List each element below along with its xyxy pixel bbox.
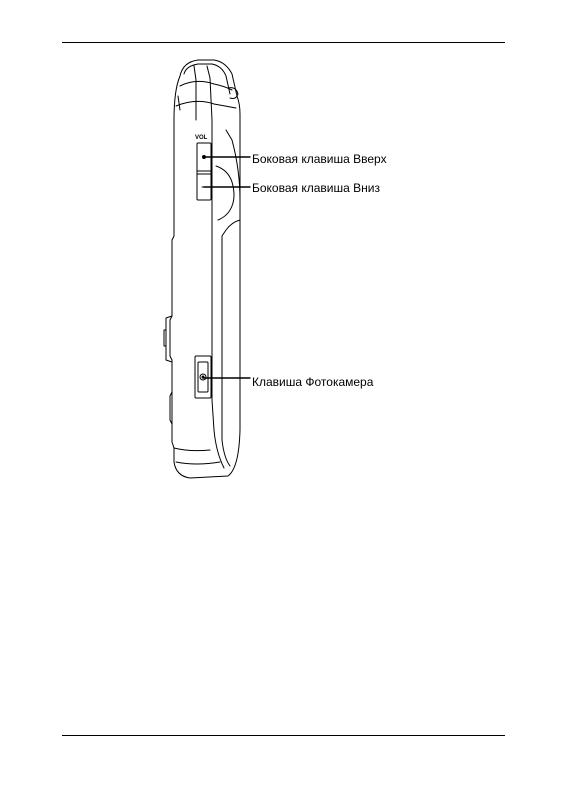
callout-side-key-up: Боковая клавиша Вверх xyxy=(252,152,387,166)
phone-body-outline xyxy=(170,60,240,478)
vol-label: VOL xyxy=(195,135,208,141)
callout-side-key-down: Боковая клавиша Вниз xyxy=(252,181,380,195)
callout-camera-key: Клавиша Фотокамера xyxy=(252,375,374,389)
footer-rule xyxy=(62,735,505,736)
phone-front-edge xyxy=(184,64,230,94)
